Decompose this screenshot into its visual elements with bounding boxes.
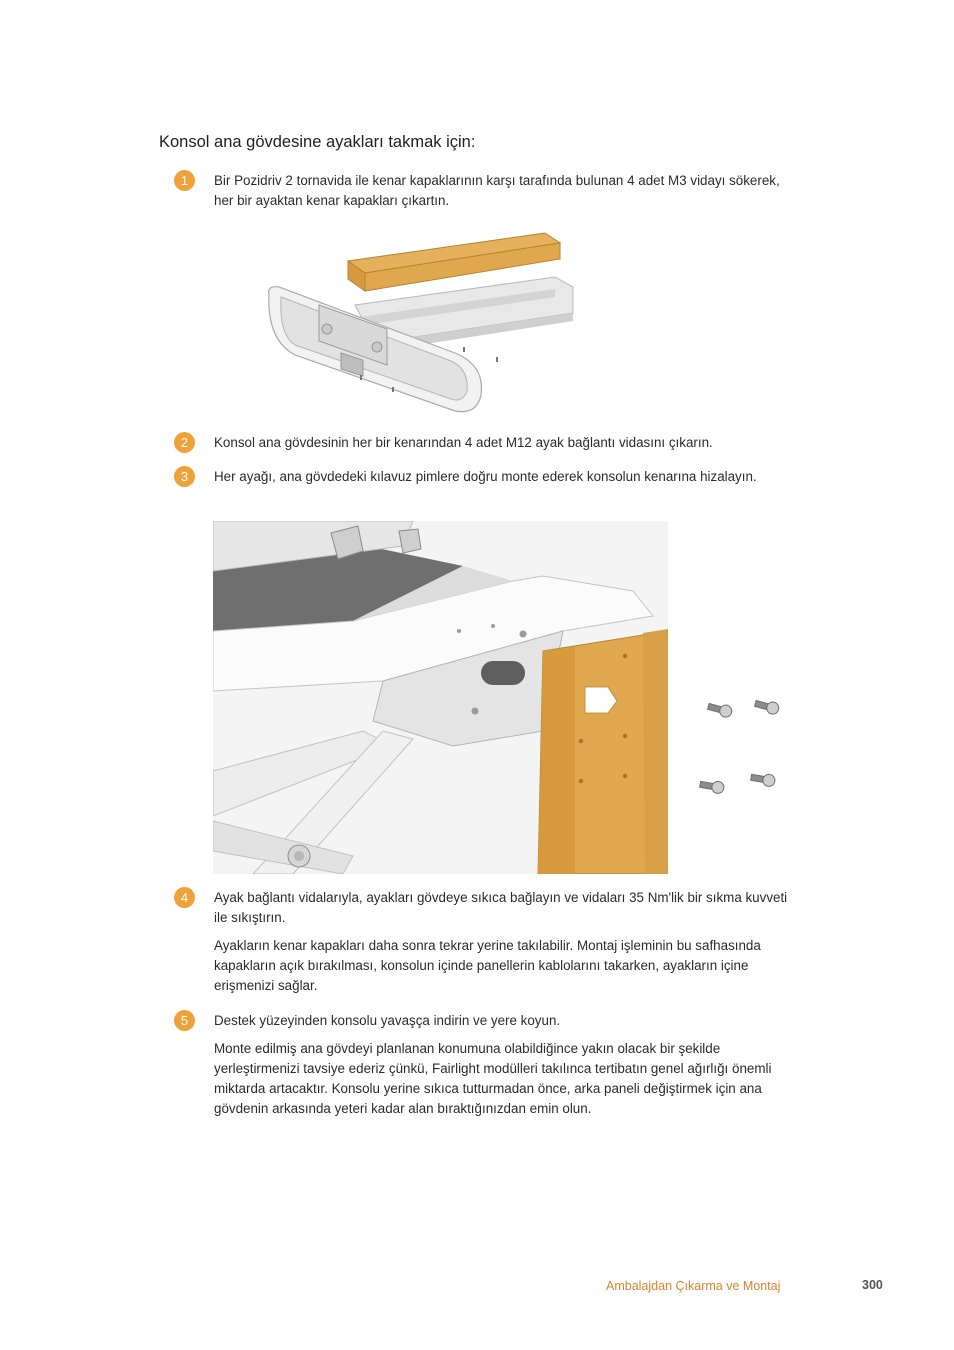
step-2 — [174, 432, 794, 454]
step-text: Konsol ana gövdesinin her bir kenarından 4 adet M12 ayak bağlantı vidasını çıkarın. — [214, 435, 713, 450]
step-text: Her ayağı, ana gövdedeki kılavuz pimlere doğru monte ederek konsolun kenarına hizalayın. — [214, 469, 757, 484]
leg-side-cover-illustration — [255, 225, 585, 420]
leg-alignment-illustration — [213, 521, 783, 874]
step-number-badge: 2 — [174, 432, 195, 453]
step-number-badge: 4 — [174, 887, 195, 908]
step-text: Ayak bağlantı vidalarıyla, ayakları gövdeye sıkıca bağlayın ve vidaları 35 Nm'lik bir sıkma kuvveti ile sıkıştırın. — [214, 890, 788, 925]
step-number-badge: 1 — [174, 170, 195, 191]
step-5 — [174, 1010, 794, 1032]
section-heading: Konsol ana gövdesine ayakları takmak için: — [159, 133, 476, 151]
step-text: Destek yüzeyinden konsolu yavaşça indirin ve yere koyun. — [214, 1013, 561, 1028]
step-number-badge: 3 — [174, 466, 195, 487]
step-1 — [174, 170, 794, 210]
m12-screws — [699, 698, 780, 795]
step-text: Bir Pozidriv 2 tornavida ile kenar kapaklarının karşı tarafında bulunan 4 adet M3 vidayı sökerek, her bir ayaktan kenar kapakları çıkartın. — [214, 173, 780, 208]
note-after-step-4: Ayakların kenar kapakları daha sonra tekrar yerine takılabilir. Montaj işleminin bu safhasında kapakların açık bırakılması, konsolun içinde panellerin kablolarını takarken, ayakların içine erişmenizi sağlar. — [214, 938, 761, 993]
page-number: 300 — [862, 1278, 883, 1292]
step-number-badge: 5 — [174, 1010, 195, 1031]
footer-section-title: Ambalajdan Çıkarma ve Montaj — [606, 1279, 781, 1293]
step-4 — [174, 887, 794, 927]
note-after-step-5: Monte edilmiş ana gövdeyi planlanan konumuna olabildiğince yakın olacak bir şekilde yerleştirmenizi tavsiye ederiz çünkü, Fairlight modülleri takılınca tertibatın genel ağırlığı önemli miktarda artacaktır. Konsolu yerine sıkıca tutturmadan önce, arka paneli değiştirmek için ana gövdenin arkasında yeteri kadar alan bıraktığınızdan emin olun. — [214, 1041, 772, 1116]
step-3 — [174, 466, 794, 506]
